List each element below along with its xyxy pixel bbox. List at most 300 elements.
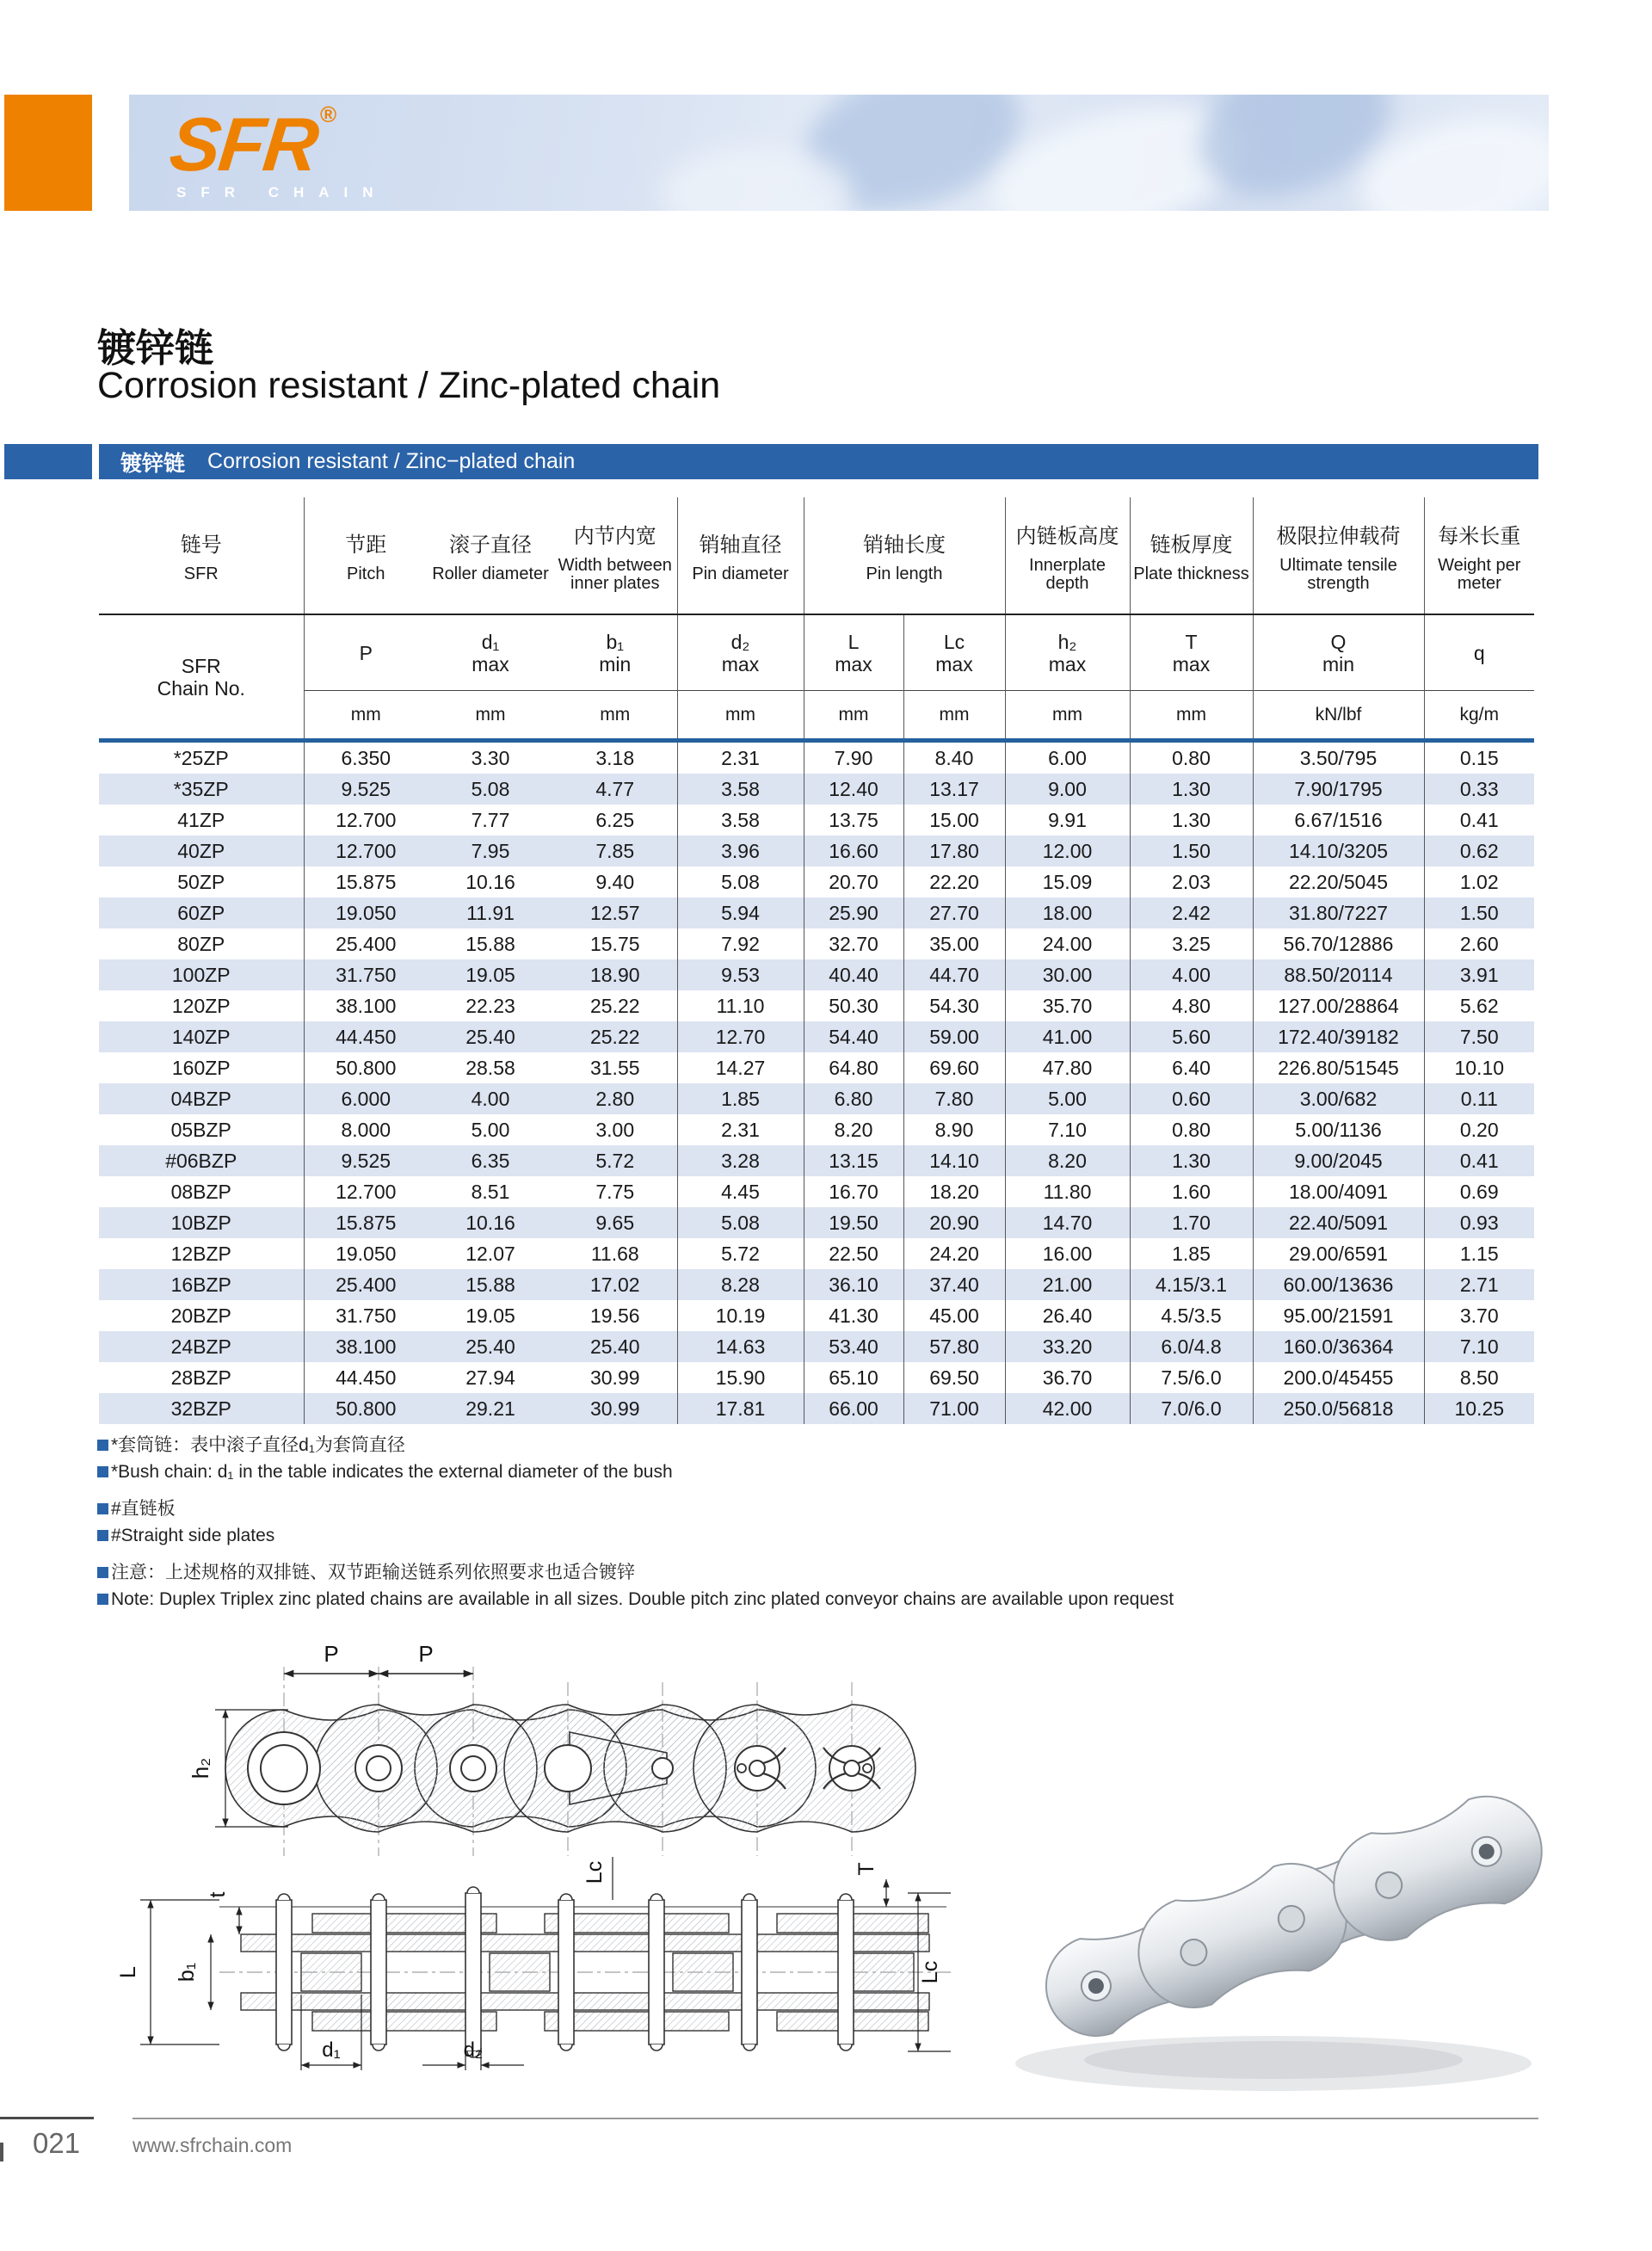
cell-value: 32.70 — [804, 928, 903, 959]
header-innerplate-depth: 内链板高度 Innerplate depth — [1005, 497, 1130, 614]
dim-label-t: t — [206, 1891, 230, 1898]
cell-value: 160.0/36364 — [1253, 1331, 1424, 1362]
cell-value: 25.40 — [465, 1025, 515, 1048]
note-bush-chain-en: *Bush chain: d₁ in the table indicates the external diameter of the bush — [97, 1459, 1388, 1485]
cell-value: 14.10/3205 — [1253, 836, 1424, 866]
cell-value: 22.50 — [804, 1238, 903, 1269]
cell-value: 3.58 — [677, 774, 804, 805]
cell-value: 15.875 — [336, 1211, 397, 1234]
cell-chain-no: 50ZP — [99, 866, 304, 897]
cell-value: 0.80 — [1130, 741, 1253, 774]
cell-value: 50.800 — [336, 1056, 397, 1079]
cell-chain-no: 24BZP — [99, 1331, 304, 1362]
note-bullet-icon — [97, 1530, 108, 1541]
cell-chain-no: 32BZP — [99, 1393, 304, 1424]
unit-tensile-strength: kN/lbf — [1253, 691, 1424, 741]
cell-value: 24.20 — [903, 1238, 1005, 1269]
header-pin-diameter: 销轴直径 Pin diameter — [677, 497, 804, 614]
cell-value: 14.70 — [1005, 1207, 1130, 1238]
symbol-pin-length-lc: Lc max — [903, 614, 1005, 691]
cell-value: 7.10 — [1459, 1335, 1499, 1358]
table-row — [99, 741, 1534, 774]
cell-value: 1.15 — [1459, 1242, 1499, 1265]
cell-chain-no: *35ZP — [99, 774, 304, 805]
symbol-pitch: P — [304, 614, 428, 691]
cell-value: 0.11 — [1460, 1087, 1498, 1110]
header-row-symbols — [99, 614, 1534, 691]
dim-label-b1: b₁ — [175, 1962, 199, 1983]
cell-value: 5.00/1136 — [1253, 1114, 1424, 1145]
bar-accent-block — [4, 444, 92, 479]
cell-value: 9.00/2045 — [1253, 1145, 1424, 1176]
unit-pitch: mm — [304, 691, 428, 741]
table-row — [99, 1114, 1534, 1145]
cell-value: 30.99 — [553, 1393, 677, 1424]
cell-value: 1.50 — [1459, 901, 1499, 924]
cell-value: 6.00 — [1005, 741, 1130, 774]
cell-value: 11.68 — [553, 1238, 677, 1269]
cell-value: 3.00 — [553, 1114, 677, 1145]
cell-value: 66.00 — [804, 1393, 903, 1424]
cell-value: 7.5/6.0 — [1130, 1362, 1253, 1393]
cell-value: 40.40 — [804, 959, 903, 990]
cell-chain-no: 100ZP — [99, 959, 304, 990]
note-straight-plate-en: #Straight side plates — [97, 1522, 1388, 1549]
cell-value: 0.69 — [1459, 1180, 1499, 1203]
cell-value: 2.31 — [677, 1114, 804, 1145]
cell-value: 6.67/1516 — [1253, 805, 1424, 836]
table-row — [99, 805, 1534, 836]
cell-value: 2.60 — [1459, 932, 1499, 955]
cell-value: 7.50 — [1459, 1025, 1499, 1048]
page-edge-tick — [0, 2143, 3, 2162]
cell-value: 0.93 — [1459, 1211, 1499, 1234]
cell-value: 42.00 — [1005, 1393, 1130, 1424]
cell-value: 25.40 — [553, 1331, 677, 1362]
cell-value: 4.80 — [1130, 990, 1253, 1021]
unit-inner-width: mm — [553, 691, 677, 741]
cell-value: 16.70 — [804, 1176, 903, 1207]
cell-value: 59.00 — [903, 1021, 1005, 1052]
note-bullet-icon — [97, 1440, 108, 1451]
cell-chain-no: 10BZP — [99, 1207, 304, 1238]
cell-value: 12.700 — [336, 1180, 397, 1203]
cell-value: 33.20 — [1005, 1331, 1130, 1362]
symbol-plate-thickness: T max — [1130, 614, 1253, 691]
table-row — [99, 1083, 1534, 1114]
cell-chain-no: 160ZP — [99, 1052, 304, 1083]
cell-value: 5.00 — [1005, 1083, 1130, 1114]
cell-value: 7.75 — [553, 1176, 677, 1207]
header-chain-no-en: SFR — [183, 564, 219, 583]
cell-value: 0.33 — [1459, 777, 1499, 800]
cell-value: 0.80 — [1130, 1114, 1253, 1145]
page-title-chinese: 镀锌链 — [97, 326, 214, 370]
dim-label-T: T — [854, 1862, 878, 1876]
cell-value: 35.70 — [1005, 990, 1130, 1021]
cell-value: 15.90 — [677, 1362, 804, 1393]
cell-value: 50.800 — [336, 1397, 397, 1420]
cell-value: 9.00 — [1005, 774, 1130, 805]
unit-pin-length-lc: mm — [903, 691, 1005, 741]
symbol-innerplate-depth: h₂ max — [1005, 614, 1130, 691]
unit-pin-diameter: mm — [677, 691, 804, 741]
cell-value: 1.70 — [1130, 1207, 1253, 1238]
cell-value: 25.22 — [553, 1021, 677, 1052]
header-roller-diameter: 滚子直径 Roller diameter — [432, 533, 549, 583]
cell-value: 3.25 — [1130, 928, 1253, 959]
cell-value: 3.30 — [471, 746, 510, 769]
header-plate-thickness: 链板厚度 Plate thickness — [1130, 497, 1253, 614]
cell-value: 44.450 — [336, 1025, 397, 1048]
cell-value: 4.77 — [553, 774, 677, 805]
cell-value: 226.80/51545 — [1253, 1052, 1424, 1083]
cell-value: 2.71 — [1459, 1273, 1499, 1296]
cell-value: 30.00 — [1005, 959, 1130, 990]
cell-value: 25.90 — [804, 897, 903, 928]
section-header-bar — [99, 444, 1538, 479]
note-bullet-icon — [97, 1503, 108, 1514]
cell-chain-no: *25ZP — [99, 741, 304, 774]
cell-value: 16.00 — [1005, 1238, 1130, 1269]
cell-value: 29.21 — [465, 1397, 515, 1420]
dim-label-lc-right: Lc — [918, 1960, 942, 1984]
header-pin-length-group: 销轴长度 Pin length — [804, 497, 1005, 614]
table-row — [99, 1145, 1534, 1176]
cell-value: 0.41 — [1459, 808, 1499, 831]
dim-label-h2: h₂ — [188, 1757, 213, 1779]
cell-value: 95.00/21591 — [1253, 1300, 1424, 1331]
cell-value: 3.91 — [1459, 963, 1499, 986]
table-row — [99, 959, 1534, 990]
dim-label-d1: d₁ — [322, 2038, 341, 2062]
footer-rule-left — [0, 2117, 94, 2119]
header-banner — [129, 95, 1549, 211]
cell-value: 8.20 — [804, 1114, 903, 1145]
cell-value: 18.00/4091 — [1253, 1176, 1424, 1207]
header-pitch: 节距 Pitch — [345, 533, 387, 583]
cell-value: 30.99 — [553, 1362, 677, 1393]
cell-value: 88.50/20114 — [1253, 959, 1424, 990]
cell-value: 12.70 — [677, 1021, 804, 1052]
header-inner-width: 内节内宽 Width between inner plates — [553, 497, 677, 614]
cell-value: 22.40/5091 — [1253, 1207, 1424, 1238]
cell-value: 22.20 — [903, 866, 1005, 897]
cell-value: 6.000 — [341, 1087, 391, 1110]
cell-value: 9.40 — [553, 866, 677, 897]
cell-value: 0.20 — [1459, 1118, 1499, 1141]
note-straight-plate-zh: #直链板 — [97, 1496, 1388, 1522]
cell-value: 5.08 — [677, 1207, 804, 1238]
table-row — [99, 990, 1534, 1021]
cell-value: 4.00 — [471, 1087, 510, 1110]
cell-value: 14.27 — [677, 1052, 804, 1083]
cell-value: 44.450 — [336, 1366, 397, 1389]
cell-value: 27.94 — [465, 1366, 515, 1389]
sfr-logo — [165, 102, 337, 187]
cell-value: 8.50 — [1459, 1366, 1499, 1389]
cell-value: 3.00/682 — [1253, 1083, 1424, 1114]
cell-value: 7.80 — [903, 1083, 1005, 1114]
cell-value: 35.00 — [903, 928, 1005, 959]
table-row — [99, 1021, 1534, 1052]
cell-value: 57.80 — [903, 1331, 1005, 1362]
footer-rule-right — [133, 2118, 1538, 2119]
cell-value: 9.65 — [553, 1207, 677, 1238]
cell-value: 25.400 — [336, 932, 397, 955]
symbol-inner-width: b₁ min — [553, 614, 677, 691]
dim-label-d2: d₂ — [463, 2038, 484, 2062]
table-row — [99, 866, 1534, 897]
cell-value: 6.350 — [341, 746, 391, 769]
note-bush-chain-zh: *套筒链：表中滚子直径d₁为套筒直径 — [97, 1432, 1388, 1459]
note-bullet-icon — [97, 1466, 108, 1477]
cell-value: 17.80 — [903, 836, 1005, 866]
cell-value: 15.88 — [465, 1273, 515, 1296]
table-row — [99, 774, 1534, 805]
cell-value: 12.00 — [1005, 836, 1130, 866]
note-bullet-icon — [97, 1567, 108, 1578]
cell-value: 10.16 — [465, 1211, 515, 1234]
cell-value: 69.50 — [903, 1362, 1005, 1393]
cell-value: 6.35 — [471, 1149, 510, 1172]
cell-value: 3.70 — [1459, 1304, 1499, 1327]
table-row — [99, 1052, 1534, 1083]
symbol-pin-diameter: d₂ max — [677, 614, 804, 691]
cell-value: 7.90 — [804, 741, 903, 774]
unit-weight: kg/m — [1424, 691, 1534, 741]
cell-value: 31.750 — [336, 963, 397, 986]
header-row-names — [99, 497, 1534, 614]
chain-spec-table — [99, 497, 1534, 1424]
header-chain-no — [99, 497, 304, 614]
cell-value: 13.17 — [903, 774, 1005, 805]
cell-chain-no: 80ZP — [99, 928, 304, 959]
dim-label-pitch-2: P — [418, 1641, 434, 1667]
cell-value: 5.62 — [1459, 994, 1499, 1017]
orange-accent-block — [4, 95, 92, 211]
cell-chain-no: 20BZP — [99, 1300, 304, 1331]
cell-value: 50.30 — [804, 990, 903, 1021]
cell-value: 37.40 — [903, 1269, 1005, 1300]
cell-value: 1.50 — [1130, 836, 1253, 866]
cell-value: 1.30 — [1130, 1145, 1253, 1176]
table-row — [99, 836, 1534, 866]
cell-value: 21.00 — [1005, 1269, 1130, 1300]
cell-value: 1.30 — [1130, 805, 1253, 836]
cell-value: 14.10 — [903, 1145, 1005, 1176]
cell-value: 9.525 — [341, 777, 391, 800]
note-duplex-en: Note: Duplex Triplex zinc plated chains are available in all sizes. Double pitch zinc plated conveyor chains are available upon request — [97, 1586, 1388, 1613]
symbol-weight: q — [1424, 614, 1534, 691]
cell-value: 3.96 — [677, 836, 804, 866]
cell-value: 250.0/56818 — [1253, 1393, 1424, 1424]
cell-value: 19.50 — [804, 1207, 903, 1238]
cell-value: 7.95 — [471, 839, 510, 862]
page-title-english: Corrosion resistant / Zinc-plated chain — [97, 365, 721, 406]
cell-value: 127.00/28864 — [1253, 990, 1424, 1021]
cell-value: 1.85 — [1130, 1238, 1253, 1269]
cell-value: 9.91 — [1005, 805, 1130, 836]
cell-value: 9.525 — [341, 1149, 391, 1172]
cell-value: 12.07 — [465, 1242, 515, 1265]
cell-value: 56.70/12886 — [1253, 928, 1424, 959]
cell-value: 8.000 — [341, 1118, 391, 1141]
header-sfr-chain-no: SFR Chain No. — [99, 614, 304, 741]
cell-value: 19.05 — [465, 1304, 515, 1327]
cell-value: 10.19 — [677, 1300, 804, 1331]
cell-value: 7.92 — [677, 928, 804, 959]
cell-value: 5.72 — [677, 1238, 804, 1269]
cell-chain-no: 140ZP — [99, 1021, 304, 1052]
cell-value: 5.72 — [553, 1145, 677, 1176]
cell-value: 5.60 — [1130, 1021, 1253, 1052]
cell-value: 20.70 — [804, 866, 903, 897]
cell-value: 7.10 — [1005, 1114, 1130, 1145]
table-row — [99, 1176, 1534, 1207]
cell-value: 12.40 — [804, 774, 903, 805]
cell-value: 12.700 — [336, 839, 397, 862]
cell-value: 65.10 — [804, 1362, 903, 1393]
cell-value: 8.28 — [677, 1269, 804, 1300]
cell-value: 8.51 — [471, 1180, 510, 1203]
cell-value: 4.00 — [1130, 959, 1253, 990]
cell-value: 5.00 — [471, 1118, 510, 1141]
cell-chain-no: 12BZP — [99, 1238, 304, 1269]
cell-value: 28.58 — [465, 1056, 515, 1079]
cell-value: 2.80 — [553, 1083, 677, 1114]
cell-value: 1.60 — [1130, 1176, 1253, 1207]
cell-value: 3.50/795 — [1253, 741, 1424, 774]
cell-value: 47.80 — [1005, 1052, 1130, 1083]
table-row — [99, 928, 1534, 959]
zinc-plated-chain-photo — [972, 1712, 1635, 2117]
cell-value: 7.90/1795 — [1253, 774, 1424, 805]
table-row — [99, 897, 1534, 928]
cell-value: 54.40 — [804, 1021, 903, 1052]
cell-value: 15.875 — [336, 870, 397, 893]
cell-value: 71.00 — [903, 1393, 1005, 1424]
spec-table-body — [99, 741, 1534, 1425]
cell-value: 19.05 — [465, 963, 515, 986]
cell-value: 25.400 — [336, 1273, 397, 1296]
cell-value: 26.40 — [1005, 1300, 1130, 1331]
section-bar-title-en: Corrosion resistant / Zinc−plated chain — [207, 449, 576, 473]
table-row — [99, 1238, 1534, 1269]
header-row-units — [99, 691, 1534, 741]
cell-value: 4.45 — [677, 1176, 804, 1207]
cell-value: 15.88 — [465, 932, 515, 955]
cell-chain-no: 41ZP — [99, 805, 304, 836]
cell-value: 45.00 — [903, 1300, 1005, 1331]
cell-chain-no: 08BZP — [99, 1176, 304, 1207]
cell-value: 0.15 — [1459, 746, 1499, 769]
table-row — [99, 1362, 1534, 1393]
cell-value: 64.80 — [804, 1052, 903, 1083]
page-number: 021 — [33, 2127, 81, 2159]
cell-value: 7.85 — [553, 836, 677, 866]
cell-value: 5.94 — [677, 897, 804, 928]
cell-value: 1.85 — [677, 1083, 804, 1114]
footer-website: www.sfrchain.com — [133, 2134, 293, 2156]
footnotes — [97, 1432, 1388, 1613]
cell-value: 6.80 — [804, 1083, 903, 1114]
cell-value: 2.42 — [1130, 897, 1253, 928]
cell-value: 3.58 — [677, 805, 804, 836]
cell-chain-no: 120ZP — [99, 990, 304, 1021]
cell-value: 1.30 — [1130, 774, 1253, 805]
unit-pin-length-l: mm — [804, 691, 903, 741]
dim-label-lc-top: Lc — [583, 1860, 607, 1884]
cell-value: 0.62 — [1459, 839, 1499, 862]
cell-value: 17.02 — [553, 1269, 677, 1300]
header-tensile-strength: 极限拉伸载荷 Ultimate tensile strength — [1253, 497, 1424, 614]
cell-value: 3.28 — [677, 1145, 804, 1176]
cell-value: 18.20 — [903, 1176, 1005, 1207]
cell-value: 31.750 — [336, 1304, 397, 1327]
cell-value: 172.40/39182 — [1253, 1021, 1424, 1052]
symbol-pin-length-l: L max — [804, 614, 903, 691]
table-row — [99, 1207, 1534, 1238]
table-row — [99, 1300, 1534, 1331]
sfr-logo-text: SFR — [165, 102, 322, 187]
header-weight-per-meter: 每米长重 Weight per meter — [1438, 524, 1521, 593]
cell-value: 6.0/4.8 — [1130, 1331, 1253, 1362]
cell-value: 25.22 — [553, 990, 677, 1021]
cell-value: 31.55 — [553, 1052, 677, 1083]
cell-value: 14.63 — [677, 1331, 804, 1362]
note-duplex-zh: 注意：上述规格的双排链、双节距输送链系列依照要求也适合镀锌 — [97, 1559, 1388, 1586]
cell-value: 3.18 — [553, 741, 677, 774]
table-row — [99, 1331, 1534, 1362]
cell-value: 5.08 — [471, 777, 510, 800]
cell-value: 7.0/6.0 — [1130, 1393, 1253, 1424]
cell-value: 38.100 — [336, 994, 397, 1017]
cell-value: 13.75 — [804, 805, 903, 836]
cell-value: 69.60 — [903, 1052, 1005, 1083]
dim-label-L: L — [116, 1966, 140, 1978]
cell-value: 24.00 — [1005, 928, 1130, 959]
cell-value: 2.03 — [1130, 866, 1253, 897]
header-chain-no-zh: 链号 — [180, 533, 222, 557]
cell-value: 12.57 — [553, 897, 677, 928]
cell-value: 10.16 — [465, 870, 515, 893]
cell-value: 12.700 — [336, 808, 397, 831]
cell-value: 9.53 — [677, 959, 804, 990]
cell-value: 22.23 — [465, 994, 515, 1017]
cell-value: 54.30 — [903, 990, 1005, 1021]
registered-mark: ® — [320, 102, 337, 127]
cell-value: 8.40 — [903, 741, 1005, 774]
cell-value: 53.40 — [804, 1331, 903, 1362]
dim-label-pitch-1: P — [324, 1641, 339, 1667]
cell-value: 18.00 — [1005, 897, 1130, 928]
cell-value: 4.5/3.5 — [1130, 1300, 1253, 1331]
cell-value: 31.80/7227 — [1253, 897, 1424, 928]
cell-value: 19.050 — [336, 1242, 397, 1265]
chain-side-view-drawing — [99, 1850, 968, 2082]
cell-value: 38.100 — [336, 1335, 397, 1358]
cell-chain-no: 40ZP — [99, 836, 304, 866]
cell-value: 15.00 — [903, 805, 1005, 836]
section-bar-title-zh: 镀锌链 — [120, 451, 186, 476]
sfr-logo-tagline: SFR CHAIN — [176, 184, 388, 200]
cell-value: 10.25 — [1454, 1397, 1505, 1420]
cell-value: 6.25 — [553, 805, 677, 836]
cell-value: 44.70 — [903, 959, 1005, 990]
cell-value: 25.40 — [465, 1335, 515, 1358]
cell-value: 19.56 — [553, 1300, 677, 1331]
